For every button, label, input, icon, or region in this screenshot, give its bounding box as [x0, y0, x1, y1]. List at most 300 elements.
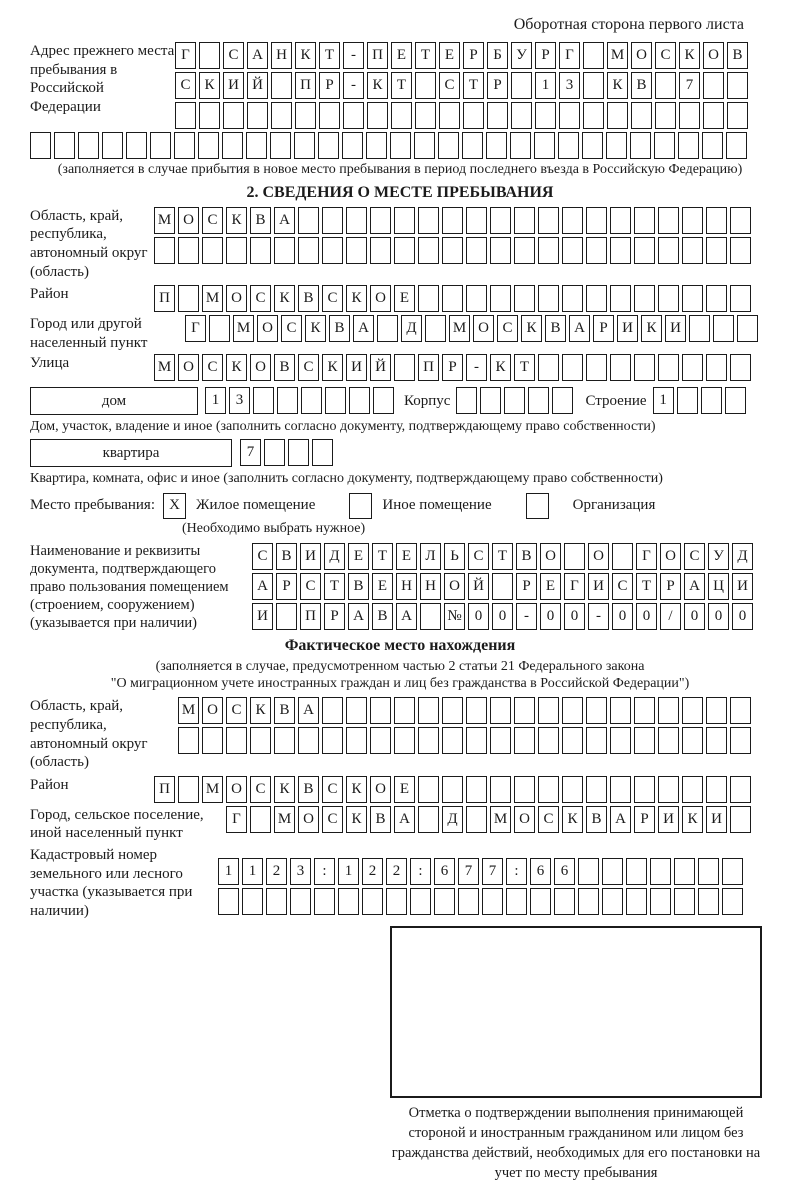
char-box[interactable]: -	[588, 603, 609, 630]
char-box[interactable]: Р	[442, 354, 463, 381]
char-box[interactable]	[298, 237, 319, 264]
char-box[interactable]: Р	[660, 573, 681, 600]
char-box[interactable]	[514, 237, 535, 264]
char-box[interactable]	[578, 888, 599, 915]
char-box[interactable]: К	[346, 776, 367, 803]
char-box[interactable]	[706, 776, 727, 803]
char-box[interactable]: О	[660, 543, 681, 570]
char-box[interactable]: Т	[463, 72, 484, 99]
char-box[interactable]: М	[202, 285, 223, 312]
char-box[interactable]: Е	[439, 42, 460, 69]
char-box[interactable]	[370, 727, 391, 754]
char-box[interactable]: 0	[564, 603, 585, 630]
char-box[interactable]: О	[588, 543, 609, 570]
char-box[interactable]: М	[178, 697, 199, 724]
char-box[interactable]	[250, 806, 271, 833]
char-box[interactable]	[698, 858, 719, 885]
char-box[interactable]	[394, 237, 415, 264]
char-box[interactable]	[586, 237, 607, 264]
char-box[interactable]	[456, 387, 477, 414]
char-box[interactable]: Т	[324, 573, 345, 600]
char-box[interactable]	[438, 132, 459, 159]
char-box[interactable]	[277, 387, 298, 414]
char-box[interactable]	[586, 697, 607, 724]
char-box[interactable]	[343, 102, 364, 129]
char-box[interactable]: Р	[324, 603, 345, 630]
char-box[interactable]	[462, 132, 483, 159]
char-box[interactable]: Т	[492, 543, 513, 570]
char-box[interactable]	[583, 42, 604, 69]
char-box[interactable]	[466, 727, 487, 754]
char-box[interactable]	[492, 573, 513, 600]
char-box[interactable]: :	[410, 858, 431, 885]
char-box[interactable]	[466, 207, 487, 234]
char-box[interactable]: 1	[653, 387, 674, 414]
char-box[interactable]	[418, 237, 439, 264]
char-box[interactable]	[682, 207, 703, 234]
char-box[interactable]: -	[516, 603, 537, 630]
char-box[interactable]	[322, 207, 343, 234]
char-box[interactable]	[250, 237, 271, 264]
char-box[interactable]	[514, 207, 535, 234]
char-box[interactable]	[510, 132, 531, 159]
char-box[interactable]: Д	[442, 806, 463, 833]
char-box[interactable]	[290, 888, 311, 915]
char-box[interactable]: Т	[415, 42, 436, 69]
char-box[interactable]	[386, 888, 407, 915]
char-box[interactable]	[410, 888, 431, 915]
char-box[interactable]	[655, 72, 676, 99]
char-box[interactable]: К	[521, 315, 542, 342]
char-box[interactable]: М	[274, 806, 295, 833]
char-box[interactable]	[658, 207, 679, 234]
char-box[interactable]: А	[348, 603, 369, 630]
char-box[interactable]	[602, 858, 623, 885]
char-box[interactable]	[610, 285, 631, 312]
char-box[interactable]	[674, 858, 695, 885]
char-box[interactable]	[730, 285, 751, 312]
char-box[interactable]: К	[490, 354, 511, 381]
char-box[interactable]: В	[298, 776, 319, 803]
char-box[interactable]: Е	[391, 42, 412, 69]
char-box[interactable]: Н	[420, 573, 441, 600]
char-box[interactable]	[578, 858, 599, 885]
char-box[interactable]: М	[202, 776, 223, 803]
char-box[interactable]: С	[322, 776, 343, 803]
char-box[interactable]: К	[562, 806, 583, 833]
char-box[interactable]: С	[655, 42, 676, 69]
char-box[interactable]	[727, 72, 748, 99]
char-box[interactable]: 1	[535, 72, 556, 99]
char-box[interactable]	[634, 285, 655, 312]
char-box[interactable]	[30, 132, 51, 159]
char-box[interactable]	[534, 132, 555, 159]
char-box[interactable]: №	[444, 603, 465, 630]
char-box[interactable]	[535, 102, 556, 129]
char-box[interactable]	[490, 207, 511, 234]
char-box[interactable]	[325, 387, 346, 414]
char-box[interactable]	[178, 237, 199, 264]
char-box[interactable]: К	[199, 72, 220, 99]
char-box[interactable]	[650, 888, 671, 915]
char-box[interactable]: Д	[401, 315, 422, 342]
char-box[interactable]	[658, 285, 679, 312]
char-box[interactable]	[634, 697, 655, 724]
char-box[interactable]: А	[247, 42, 268, 69]
char-box[interactable]: -	[343, 72, 364, 99]
char-box[interactable]: 1	[205, 387, 226, 414]
char-box[interactable]: В	[274, 697, 295, 724]
char-box[interactable]: У	[708, 543, 729, 570]
char-box[interactable]	[506, 888, 527, 915]
char-box[interactable]: В	[348, 573, 369, 600]
char-box[interactable]: С	[175, 72, 196, 99]
char-box[interactable]: С	[298, 354, 319, 381]
char-box[interactable]	[442, 237, 463, 264]
char-box[interactable]: С	[202, 207, 223, 234]
char-box[interactable]	[322, 697, 343, 724]
char-box[interactable]: :	[314, 858, 335, 885]
char-box[interactable]	[586, 354, 607, 381]
char-box[interactable]	[586, 776, 607, 803]
char-box[interactable]: 0	[636, 603, 657, 630]
char-box[interactable]: А	[298, 697, 319, 724]
char-box[interactable]: Б	[487, 42, 508, 69]
char-box[interactable]: И	[658, 806, 679, 833]
char-box[interactable]: В	[298, 285, 319, 312]
char-box[interactable]	[586, 285, 607, 312]
char-box[interactable]: Д	[324, 543, 345, 570]
char-box[interactable]	[362, 888, 383, 915]
char-box[interactable]: -	[343, 42, 364, 69]
char-box[interactable]	[271, 72, 292, 99]
char-box[interactable]: П	[300, 603, 321, 630]
char-box[interactable]	[607, 102, 628, 129]
char-box[interactable]: 0	[708, 603, 729, 630]
char-box[interactable]	[706, 285, 727, 312]
char-box[interactable]: О	[257, 315, 278, 342]
char-box[interactable]: И	[617, 315, 638, 342]
char-box[interactable]	[552, 387, 573, 414]
char-box[interactable]: Г	[559, 42, 580, 69]
char-box[interactable]: П	[295, 72, 316, 99]
char-box[interactable]	[682, 237, 703, 264]
char-box[interactable]: С	[300, 573, 321, 600]
char-box[interactable]	[377, 315, 398, 342]
char-box[interactable]	[394, 727, 415, 754]
char-box[interactable]	[554, 888, 575, 915]
char-box[interactable]	[246, 132, 267, 159]
char-box[interactable]: В	[370, 806, 391, 833]
char-box[interactable]	[737, 315, 758, 342]
char-box[interactable]: Г	[564, 573, 585, 600]
char-box[interactable]	[610, 727, 631, 754]
char-box[interactable]: К	[274, 285, 295, 312]
char-box[interactable]: 7	[240, 439, 261, 466]
char-box[interactable]	[338, 888, 359, 915]
char-box[interactable]	[634, 354, 655, 381]
char-box[interactable]: М	[154, 354, 175, 381]
char-box[interactable]	[442, 285, 463, 312]
char-box[interactable]: О	[370, 285, 391, 312]
char-box[interactable]	[490, 727, 511, 754]
char-box[interactable]: М	[154, 207, 175, 234]
char-box[interactable]	[583, 72, 604, 99]
char-box[interactable]	[562, 727, 583, 754]
char-box[interactable]: С	[322, 285, 343, 312]
char-box[interactable]: Й	[468, 573, 489, 600]
char-box[interactable]: К	[274, 776, 295, 803]
char-box[interactable]	[626, 888, 647, 915]
char-box[interactable]	[538, 285, 559, 312]
char-box[interactable]: О	[473, 315, 494, 342]
char-box[interactable]	[655, 102, 676, 129]
char-box[interactable]	[466, 806, 487, 833]
char-box[interactable]: 0	[612, 603, 633, 630]
char-box[interactable]	[610, 776, 631, 803]
char-box[interactable]	[562, 697, 583, 724]
char-box[interactable]	[706, 727, 727, 754]
char-box[interactable]: О	[631, 42, 652, 69]
char-box[interactable]	[414, 132, 435, 159]
char-box[interactable]	[730, 237, 751, 264]
char-box[interactable]: Е	[394, 776, 415, 803]
char-box[interactable]	[490, 237, 511, 264]
char-box[interactable]: А	[353, 315, 374, 342]
char-box[interactable]: О	[444, 573, 465, 600]
char-box[interactable]	[418, 285, 439, 312]
char-box[interactable]: О	[226, 776, 247, 803]
char-box[interactable]	[102, 132, 123, 159]
char-box[interactable]: Е	[396, 543, 417, 570]
char-box[interactable]	[658, 354, 679, 381]
char-box[interactable]: Р	[535, 42, 556, 69]
char-box[interactable]: М	[607, 42, 628, 69]
char-box[interactable]	[318, 132, 339, 159]
char-box[interactable]	[650, 858, 671, 885]
char-box[interactable]: Й	[247, 72, 268, 99]
char-box[interactable]	[486, 132, 507, 159]
char-box[interactable]: С	[538, 806, 559, 833]
char-box[interactable]	[298, 207, 319, 234]
char-box[interactable]	[706, 237, 727, 264]
char-box[interactable]	[630, 132, 651, 159]
char-box[interactable]	[559, 102, 580, 129]
char-box[interactable]: 2	[386, 858, 407, 885]
char-box[interactable]: И	[732, 573, 753, 600]
char-box[interactable]	[266, 888, 287, 915]
char-box[interactable]	[701, 387, 722, 414]
char-box[interactable]	[458, 888, 479, 915]
char-box[interactable]	[730, 697, 751, 724]
char-box[interactable]	[583, 102, 604, 129]
char-box[interactable]	[682, 697, 703, 724]
char-box[interactable]: Е	[348, 543, 369, 570]
char-box[interactable]: К	[226, 354, 247, 381]
char-box[interactable]: И	[252, 603, 273, 630]
char-box[interactable]: А	[274, 207, 295, 234]
char-box[interactable]	[199, 42, 220, 69]
char-box[interactable]: К	[226, 207, 247, 234]
char-box[interactable]	[274, 727, 295, 754]
char-box[interactable]: Т	[372, 543, 393, 570]
char-box[interactable]	[482, 888, 503, 915]
char-box[interactable]: Т	[636, 573, 657, 600]
char-box[interactable]: В	[516, 543, 537, 570]
char-box[interactable]: В	[727, 42, 748, 69]
char-box[interactable]: 1	[338, 858, 359, 885]
char-box[interactable]: Т	[514, 354, 535, 381]
char-box[interactable]: 0	[684, 603, 705, 630]
char-box[interactable]	[314, 888, 335, 915]
char-box[interactable]	[370, 207, 391, 234]
char-box[interactable]: 1	[242, 858, 263, 885]
char-box[interactable]	[703, 72, 724, 99]
char-box[interactable]	[634, 776, 655, 803]
char-box[interactable]	[677, 387, 698, 414]
char-box[interactable]	[610, 697, 631, 724]
char-box[interactable]: Е	[372, 573, 393, 600]
char-box[interactable]	[682, 285, 703, 312]
char-box[interactable]	[346, 727, 367, 754]
char-box[interactable]: И	[588, 573, 609, 600]
char-box[interactable]	[562, 207, 583, 234]
char-box[interactable]	[538, 354, 559, 381]
char-box[interactable]: О	[298, 806, 319, 833]
char-box[interactable]: 3	[559, 72, 580, 99]
char-box[interactable]	[346, 697, 367, 724]
char-box[interactable]: 2	[266, 858, 287, 885]
char-box[interactable]	[298, 727, 319, 754]
char-box[interactable]	[689, 315, 710, 342]
char-box[interactable]: С	[250, 285, 271, 312]
char-box[interactable]	[562, 237, 583, 264]
char-box[interactable]: В	[329, 315, 350, 342]
char-box[interactable]: А	[394, 806, 415, 833]
char-box[interactable]	[466, 697, 487, 724]
char-box[interactable]: П	[418, 354, 439, 381]
char-box[interactable]	[586, 207, 607, 234]
char-box[interactable]: А	[569, 315, 590, 342]
char-box[interactable]: 7	[679, 72, 700, 99]
char-box[interactable]	[538, 727, 559, 754]
char-box[interactable]	[538, 237, 559, 264]
char-box[interactable]: К	[682, 806, 703, 833]
char-box[interactable]	[270, 132, 291, 159]
char-box[interactable]: С	[250, 776, 271, 803]
char-box[interactable]	[538, 697, 559, 724]
char-box[interactable]: И	[300, 543, 321, 570]
char-box[interactable]	[674, 888, 695, 915]
char-box[interactable]: И	[665, 315, 686, 342]
char-box[interactable]	[538, 776, 559, 803]
char-box[interactable]	[490, 697, 511, 724]
char-box[interactable]: Г	[636, 543, 657, 570]
char-box[interactable]: П	[154, 285, 175, 312]
char-box[interactable]	[322, 727, 343, 754]
char-box[interactable]	[466, 285, 487, 312]
char-box[interactable]	[271, 102, 292, 129]
char-box[interactable]	[466, 776, 487, 803]
char-box[interactable]	[223, 102, 244, 129]
char-box[interactable]	[418, 727, 439, 754]
char-box[interactable]: Р	[487, 72, 508, 99]
char-box[interactable]: В	[631, 72, 652, 99]
char-box[interactable]	[367, 102, 388, 129]
char-box[interactable]	[178, 727, 199, 754]
char-box[interactable]: С	[322, 806, 343, 833]
char-box[interactable]	[418, 776, 439, 803]
char-box[interactable]	[678, 132, 699, 159]
char-box[interactable]: О	[202, 697, 223, 724]
char-box[interactable]	[178, 285, 199, 312]
char-box[interactable]	[634, 207, 655, 234]
char-box[interactable]: О	[514, 806, 535, 833]
char-box[interactable]	[242, 888, 263, 915]
char-box[interactable]	[420, 603, 441, 630]
char-box[interactable]	[312, 439, 333, 466]
char-box[interactable]	[150, 132, 171, 159]
char-box[interactable]: В	[586, 806, 607, 833]
char-box[interactable]: К	[607, 72, 628, 99]
char-box[interactable]: О	[370, 776, 391, 803]
char-box[interactable]	[218, 888, 239, 915]
char-box[interactable]: 0	[732, 603, 753, 630]
char-box[interactable]	[722, 888, 743, 915]
char-box[interactable]	[530, 888, 551, 915]
char-box[interactable]: С	[468, 543, 489, 570]
char-box[interactable]	[726, 132, 747, 159]
char-box[interactable]	[631, 102, 652, 129]
char-box[interactable]	[514, 697, 535, 724]
char-box[interactable]: В	[250, 207, 271, 234]
char-box[interactable]	[722, 858, 743, 885]
char-box[interactable]	[730, 806, 751, 833]
char-box[interactable]	[514, 727, 535, 754]
char-box[interactable]	[253, 387, 274, 414]
char-box[interactable]	[725, 387, 746, 414]
char-box[interactable]	[562, 285, 583, 312]
char-box[interactable]	[562, 776, 583, 803]
char-box[interactable]: М	[233, 315, 254, 342]
char-box[interactable]: А	[396, 603, 417, 630]
char-box[interactable]: 3	[290, 858, 311, 885]
char-box[interactable]	[487, 102, 508, 129]
char-box[interactable]	[679, 102, 700, 129]
char-box[interactable]	[442, 776, 463, 803]
char-box[interactable]	[418, 806, 439, 833]
checkbox-zhiloe[interactable]: X	[163, 493, 186, 519]
char-box[interactable]: И	[346, 354, 367, 381]
char-box[interactable]: 0	[540, 603, 561, 630]
char-box[interactable]	[658, 237, 679, 264]
char-box[interactable]: П	[154, 776, 175, 803]
char-box[interactable]: К	[367, 72, 388, 99]
char-box[interactable]	[528, 387, 549, 414]
char-box[interactable]: С	[223, 42, 244, 69]
char-box[interactable]	[415, 102, 436, 129]
char-box[interactable]: Г	[175, 42, 196, 69]
char-box[interactable]	[391, 102, 412, 129]
char-box[interactable]	[538, 207, 559, 234]
char-box[interactable]: С	[497, 315, 518, 342]
char-box[interactable]	[442, 207, 463, 234]
char-box[interactable]	[634, 727, 655, 754]
char-box[interactable]	[418, 697, 439, 724]
char-box[interactable]: Д	[732, 543, 753, 570]
char-box[interactable]	[564, 543, 585, 570]
char-box[interactable]	[658, 697, 679, 724]
